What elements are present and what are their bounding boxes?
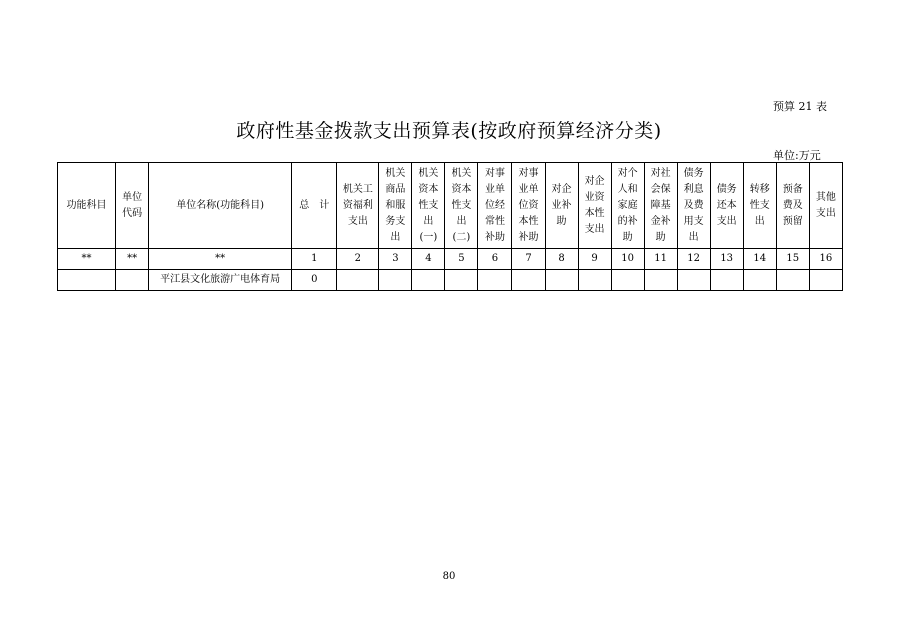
budget-table — [57, 162, 843, 291]
column-number: ** — [116, 249, 149, 270]
header-cell: 总 计 — [292, 163, 337, 249]
column-number: 13 — [710, 249, 743, 270]
value-cell — [710, 270, 743, 291]
unit-code-cell — [116, 270, 149, 291]
form-tag: 预算 21 表 — [773, 100, 827, 113]
header-cell: 对事业单位资本性补助 — [512, 163, 545, 249]
header-cell: 对个人和家庭的补助 — [611, 163, 644, 249]
column-number: 11 — [644, 249, 677, 270]
value-cell — [379, 270, 412, 291]
column-number: 16 — [809, 249, 842, 270]
column-number: 5 — [445, 249, 478, 270]
column-number: 3 — [379, 249, 412, 270]
value-cell — [743, 270, 776, 291]
header-cell: 机关资本性支出(二) — [445, 163, 478, 249]
header-cell: 预备费及预留 — [776, 163, 809, 249]
page-number: 80 — [442, 571, 456, 582]
header-cell: 功能科目 — [58, 163, 116, 249]
unit-name-cell: 平江县文化旅游广电体育局 — [149, 270, 292, 291]
column-number: 10 — [611, 249, 644, 270]
column-number: 4 — [412, 249, 445, 270]
header-cell: 机关商品和服务支出 — [379, 163, 412, 249]
column-number: 15 — [776, 249, 809, 270]
column-number: ** — [58, 249, 116, 270]
header-cell: 单位名称(功能科目) — [149, 163, 292, 249]
value-cell — [445, 270, 478, 291]
column-number: 2 — [337, 249, 379, 270]
header-cell: 对社会保障基金补助 — [644, 163, 677, 249]
header-cell: 单位代码 — [116, 163, 149, 249]
header-cell: 其他支出 — [809, 163, 842, 249]
page-title: 政府性基金拨款支出预算表(按政府预算经济分类) — [236, 120, 662, 142]
total-cell: 0 — [292, 270, 337, 291]
column-number: 9 — [578, 249, 611, 270]
header-row — [58, 163, 843, 249]
header-cell: 机关资本性支出(一) — [412, 163, 445, 249]
header-cell: 债务还本支出 — [710, 163, 743, 249]
column-number: 14 — [743, 249, 776, 270]
column-number: 8 — [545, 249, 578, 270]
value-cell — [809, 270, 842, 291]
unit-label: 单位:万元 — [773, 149, 821, 162]
value-cell — [512, 270, 545, 291]
header-cell: 机关工资福利支出 — [337, 163, 379, 249]
value-cell — [412, 270, 445, 291]
value-cell — [578, 270, 611, 291]
header-cell: 对事业单位经常性补助 — [478, 163, 512, 249]
column-number-row — [58, 249, 843, 270]
value-cell — [611, 270, 644, 291]
header-cell: 债务利息及费用支出 — [677, 163, 710, 249]
value-cell — [545, 270, 578, 291]
value-cell — [478, 270, 512, 291]
column-number: 7 — [512, 249, 545, 270]
column-number: 6 — [478, 249, 512, 270]
header-cell: 对企业资本性支出 — [578, 163, 611, 249]
value-cell — [644, 270, 677, 291]
value-cell — [776, 270, 809, 291]
column-number: ** — [149, 249, 292, 270]
value-cell — [677, 270, 710, 291]
header-cell: 对企业补助 — [545, 163, 578, 249]
value-cell — [337, 270, 379, 291]
table-row — [58, 270, 843, 291]
column-number: 12 — [677, 249, 710, 270]
func-subject-cell — [58, 270, 116, 291]
column-number: 1 — [292, 249, 337, 270]
header-cell: 转移性支出 — [743, 163, 776, 249]
